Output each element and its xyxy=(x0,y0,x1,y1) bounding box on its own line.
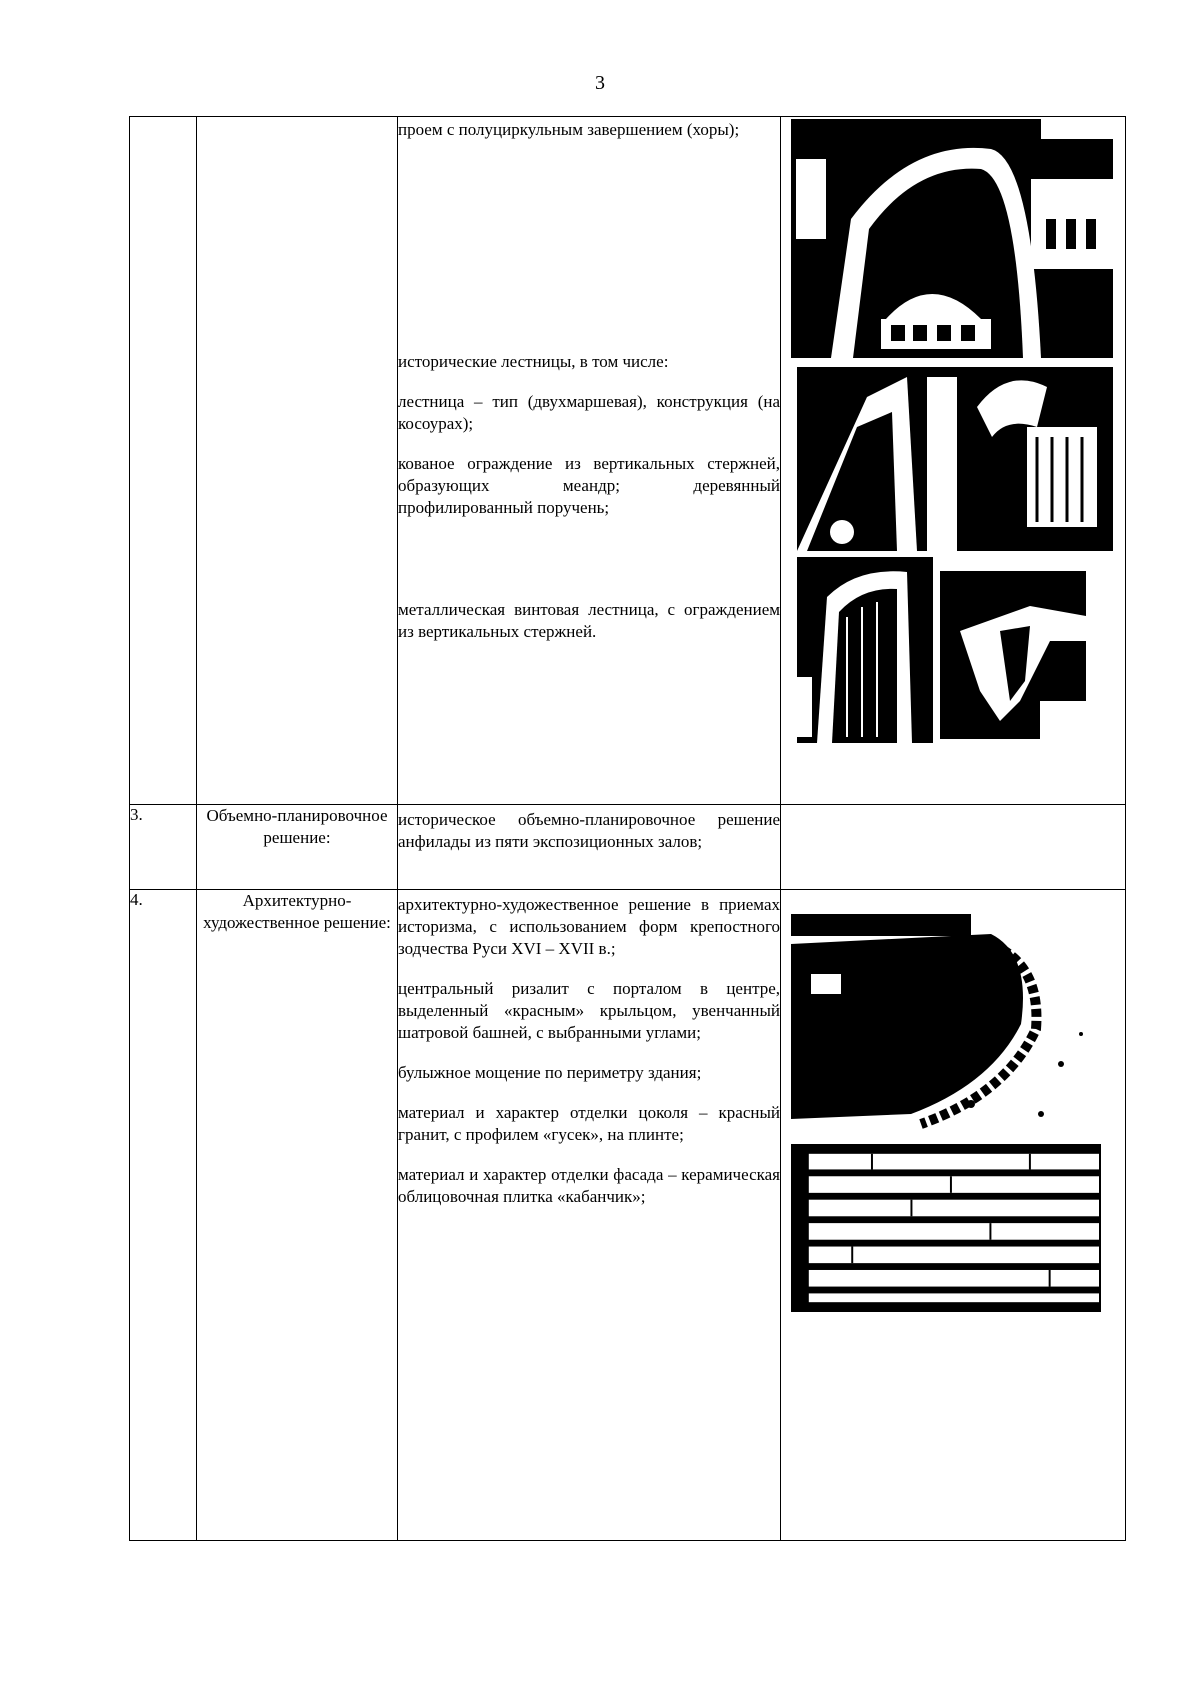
description-item: центральный ризалит с порталом в центре, выделенный «красным» крыльцом, увенчанный шатровой башней, с выбранными углами; xyxy=(398,979,780,1042)
description-item: материал и характер отделки цоколя – красный гранит, с профилем «гусек», на плинте; xyxy=(398,1103,780,1144)
row-name: Архитектурно-художественное решение: xyxy=(197,890,398,1541)
table-row xyxy=(130,890,1126,1541)
photo-arch xyxy=(791,119,1113,358)
description-item: лестница – тип (двухмаршевая), конструкция (на косоурах); xyxy=(398,392,780,433)
row-description xyxy=(398,890,781,1541)
features-table xyxy=(129,116,1126,1541)
table-row xyxy=(130,117,1126,805)
photo-cobblestone-paving xyxy=(791,914,1113,1132)
description-item: проем с полуциркульным завершением (хоры); xyxy=(398,120,740,139)
description-item: булыжное мощение по периметру здания; xyxy=(398,1063,702,1082)
row-description xyxy=(398,117,781,805)
row-photos xyxy=(781,890,1126,1541)
photo-spiral-staircase-2 xyxy=(940,571,1086,739)
description-item: историческое объемно-планировочное решение анфилады из пяти экспозиционных залов; xyxy=(398,810,780,851)
photo-tile-facade xyxy=(791,1144,1101,1312)
description-item: исторические лестницы, в том числе: xyxy=(398,352,669,371)
row-name xyxy=(197,117,398,805)
page-number: 3 xyxy=(595,72,605,94)
photo-spiral-staircase-1 xyxy=(797,557,933,743)
row-number xyxy=(130,117,197,805)
table-row xyxy=(130,805,1126,890)
description-item: кованое ограждение из вертикальных стержней, образующих меандр; деревянный профилированный поручень; xyxy=(398,454,780,517)
row-photos xyxy=(781,805,1126,890)
description-item: архитектурно-художественное решение в приемах историзма, с использованием форм крепостного зодчества Руси XVI – XVII в.; xyxy=(398,895,780,958)
row-number: 4. xyxy=(130,890,197,1541)
row-number: 3. xyxy=(130,805,197,890)
row-photos xyxy=(781,117,1126,805)
row-name: Объемно-планировочное решение: xyxy=(197,805,398,890)
row-description xyxy=(398,805,781,890)
description-item: металлическая винтовая лестница, с ограждением из вертикальных стержней. xyxy=(398,600,780,641)
photo-staircase xyxy=(797,367,1113,551)
description-item: материал и характер отделки фасада – керамическая облицовочная плитка «кабанчик»; xyxy=(398,1165,780,1206)
